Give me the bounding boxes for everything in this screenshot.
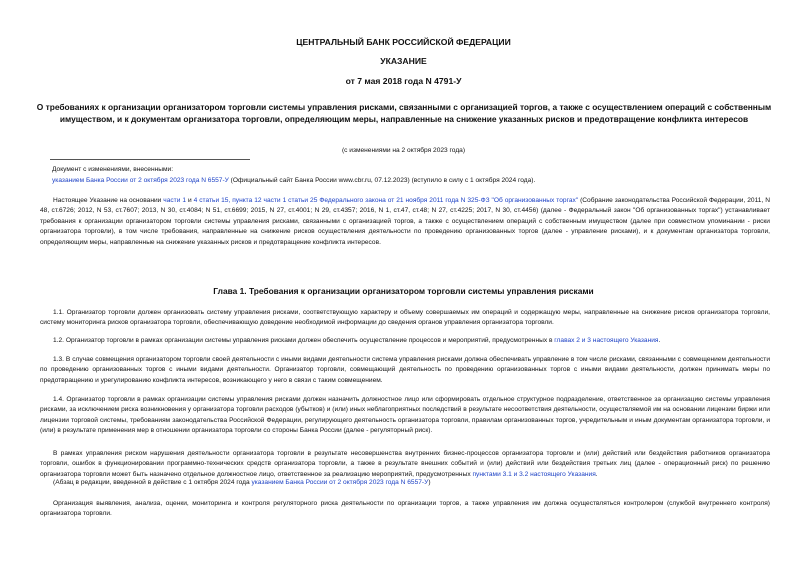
p1-2-end: . — [658, 337, 661, 344]
revision-note-paragraph — [40, 478, 770, 488]
preamble-text-1: Настоящее Указание на основании — [53, 197, 164, 204]
revision-note-link[interactable]: указанием Банка России от 2 октября 2023 года N 6557-У — [251, 479, 429, 486]
document-date-number: от 7 мая 2018 года N 4791-У — [345, 76, 462, 86]
paragraph-1-2 — [40, 336, 770, 346]
amendments-line — [52, 176, 752, 187]
paragraph-1-1: 1.1. Организатор торговли должен организовать систему управления рисками, соответствующую характеру и объему совершаемых им операций и содержащую меры, направленные на снижение рисков организатора торговли, систему мониторинга рисков организатора торговли, обеспечивающую доведение необходимой информации до сведения органов управления организатора торговли. — [40, 309, 770, 327]
chapters-2-3-link[interactable]: главах 2 и 3 настоящего Указания — [554, 337, 659, 344]
document-type: УКАЗАНИЕ — [380, 56, 427, 66]
amendment-link[interactable]: указанием Банка России от 2 октября 2023 года N 6557-У — [52, 176, 229, 184]
paragraph-1-4: 1.4. Организатор торговли в рамках организации системы управления рисками должен назначить должностное лицо или сформировать отдельное структурное подразделение, ответственное за организацию системы управления рисками, за исключением риска возникновения у организатора торговли расходов (убытков) и (или) иных неблагоприятных последствий в результате несоответствия деятельности, осуществляемой им на основании лицензии биржи или лицензии торговой системы, требованиям законодательства Российской Федерации, регулирующего деятельность организатора торговли, правилам организованных торгов, учредительным и иным документам организатора торговли, и (или) в результате применения мер в отношении организатора торговли со стороны Банка России (далее - регуляторный риск). — [40, 396, 770, 435]
paragraph-regulatory-risk: Организация выявления, анализа, оценки, мониторинга и контроля регуляторного риска деятельности по организации торгов, а также управления им должна осуществляться контролером (службой внутреннего контроля) организатора торговли. — [40, 500, 770, 518]
amendments-block — [52, 165, 752, 186]
document-title: О требованиях к организации организатором торговли системы управления рисками, связанными с организацией торгов, а также с осуществлением операций с собственным имуществом, и к документам организатора торговли, определяющим меры, направленные на снижение указанных рисков и предотвращение конфликта интересов — [36, 102, 772, 124]
preamble-text-3: (Собрание законодательства Российской Федерации, 2011, N 48, ст.6726; 2012, N 53, ст.7607; 2013, N 30, ст.4084; N 51, ст.6699; 2015, N 27, ст.4001; N 29, ст.4357; 2016, N 1, ст.47, ст.48; N 27, ст.4225; 2017, N 30, ст.4456) (далее - Федеральный закон "Об организованных торгах") устанавливает требования к организации организатором торговли системы управления рисками, связанными с организацией торгов, а также с осуществлением операций с собственным имуществом (далее при совместном упоминании - риски организатора торговли), в том числе требования, направленные на снижение рисков осуществления деятельности по проведению организованных торгов (далее - управление рисками), и к документам организатора торговли, определяющим меры, направленные на снижение указанных рисков и предотвращение конфликта интересов. — [40, 197, 770, 246]
revision-note-end: ) — [428, 479, 431, 486]
paragraph-operational-risk — [40, 449, 770, 480]
points-3-1-3-2-link[interactable]: пунктами 3.1 и 3.2 настоящего Указания — [472, 470, 596, 478]
divider — [50, 159, 250, 160]
operational-risk-text: В рамках управления риском нарушения деятельности организатора торговли в результате несовершенства внутренних бизнес-процессов организатора торговли и (или) действий или бездействия работников организатора торговли, ошибок в функционировании программно-технических средств организатора торговли, а также в результате внешних событий и (или) действий или бездействия третьих лиц (далее - операционный риск) по решению организатора торговли может быть назначено отдельное должностное лицо, ответственное за реализацию мероприятий, предусмотренных — [40, 450, 770, 478]
revision-note-text: (Абзац в редакции, введенной в действие с 1 октября 2024 года — [53, 479, 252, 486]
chapter-1-title: Глава 1. Требования к организации организатором торговли системы управления рисками — [213, 286, 594, 296]
issuer-heading: ЦЕНТРАЛЬНЫЙ БАНК РОССИЙСКОЙ ФЕДЕРАЦИИ — [296, 37, 511, 47]
operational-risk-end: . — [595, 470, 598, 478]
revision-note: (с изменениями на 2 октября 2023 года) — [341, 147, 466, 154]
amendments-intro: Документ с изменениями, внесенными: — [52, 166, 174, 173]
preamble-text-2: и — [186, 197, 194, 204]
law-link-325fz[interactable]: 4 статьи 15, пункта 12 части 1 статьи 25 Федерального закона от 21 ноября 2011 года N 325-ФЗ "Об организованных торгах" — [193, 197, 579, 204]
amendment-source: (Официальный сайт Банка России www.cbr.ru, 07.12.2023) (вступило в силу с 1 октября 2024 года). — [228, 176, 536, 184]
preamble-paragraph — [40, 196, 770, 248]
paragraph-1-3: 1.3. В случае совмещения организатором торговли своей деятельности с иными видами деятельности система управления рисками должна обеспечивать управление в том числе рисками, связанными с совмещением деятельности по проведению организованных торгов с иными видами деятельности. Организатор торговли, совмещающий деятельность по проведению организованных торгов с иными видами деятельности, должен принимать меры по предотвращению и урегулированию конфликта интересов, возникающего у него в связи с таким совмещением. — [40, 356, 770, 384]
law-link-part1[interactable]: части 1 — [163, 197, 187, 204]
p1-2-text: 1.2. Организатор торговли в рамках организации системы управления рисками должен обеспечить осуществление процессов и мероприятий, предусмотренных в — [53, 337, 555, 344]
